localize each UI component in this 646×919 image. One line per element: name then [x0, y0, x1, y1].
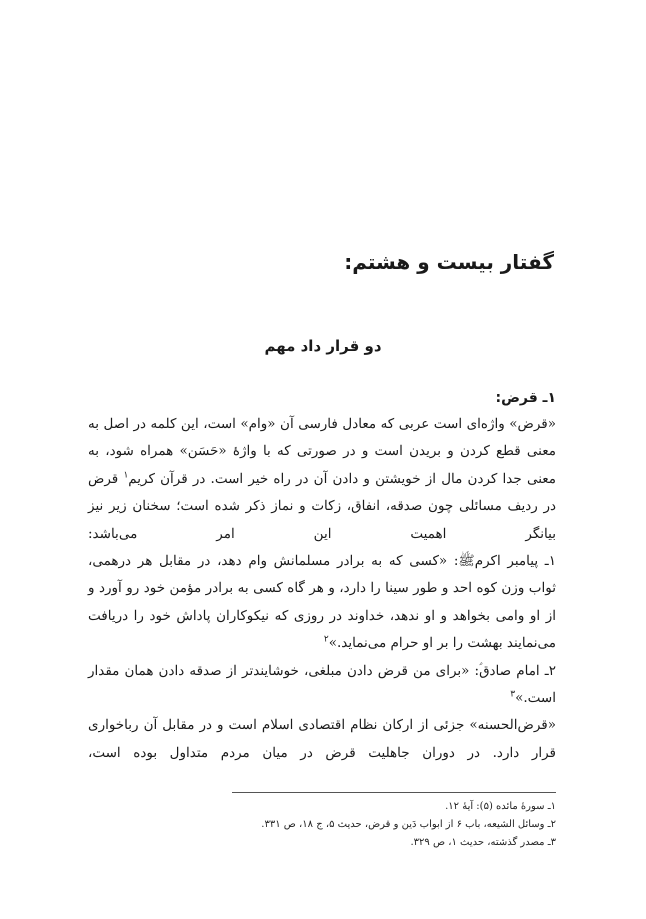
text-line: ۱ـ پیامبر اکرم‌ﷺ: «کسی که به برادر مسلمانش وام دهد، در مقابل هر درهمی،: [88, 553, 556, 570]
footnote-divider: [232, 792, 556, 793]
text-line: در ردیف مسائلی چون صدقه، انفاق، زکات و نماز ذکر شده است؛ سخنان زیر نیز: [88, 498, 556, 515]
text-line: به معنی قطع کردن و بریدن است و در صورتی که با واژهٔ «حَسَن» همراه شود، به معنی: [88, 416, 557, 487]
text-line: قرض: [88, 470, 119, 487]
footnote-item: ۱ـ سورهٔ مائده (۵): آیهٔ ۱۲.: [445, 801, 556, 812]
body-text: [88, 385, 556, 767]
text-line: ۲ـ امام صادق‌ؑ: «برای من قرض دادن مبلغی، خوشایندتر از صدقه دادن همان: [124, 662, 556, 679]
paragraph-hadith-prophet: [88, 548, 556, 658]
chapter-title: گفتار بیست و هشتم:: [344, 250, 554, 274]
footnotes: [88, 798, 556, 852]
text-line: می‌نمایند بهشت را بر او حرام می‌نماید.»: [328, 635, 556, 652]
paragraph-hadith-imam: [88, 658, 556, 713]
paragraph-definition: [88, 411, 556, 548]
text-line: «قرض» واژه‌ای است عربی که معادل فارسی آن «وام» است، این کلمه در اصل: [103, 416, 556, 432]
subheading-loan: ۱ـ قرض:: [495, 390, 556, 406]
text-line: جدا کردن مال از خویشتن و دادن آن در راه خیر است. در قرآن کریم: [128, 470, 522, 487]
text-line: از او وامی بخواهد و او ندهد، خداوند در روزی که نیکوکاران پاداش خود را دریافت: [88, 607, 556, 624]
text-line: بیانگر اهمیت این امر می‌باشد:: [88, 525, 556, 542]
text-line: مقدار است.»: [88, 662, 556, 707]
footnote-ref[interactable]: ۲: [323, 634, 329, 645]
footnote-item: ۳ـ مصدر گذشته، حدیث ۱، ص ۳۲۹.: [410, 837, 556, 848]
footnote-item: ۲ـ وسائل الشیعه، باب ۶ از ابواب دَین و قرض، حدیث ۵، ج ۱۸، ص ۳۳۱.: [261, 819, 556, 830]
text-line: رباخواری قرار دارد. در دوران جاهلیت قرض در میان مردم متداول بوده است،: [88, 717, 556, 761]
paragraphs: [88, 411, 556, 767]
text-line: «قرض‌الحسنه» جزئی از ارکان نظام اقتصادی اسلام است و در مقابل آن: [143, 717, 556, 734]
paragraph-qard-hasana: [88, 712, 556, 767]
section-title: دو قرار داد مهم: [264, 337, 382, 355]
footnote-ref[interactable]: ۱: [123, 470, 129, 481]
text-line: ثواب وزن کوه احد و طور سینا را دارد، و هر گاه کسی به برادر مؤمن خود رو آورد و: [88, 580, 556, 597]
footnote-ref[interactable]: ۳: [510, 689, 516, 700]
